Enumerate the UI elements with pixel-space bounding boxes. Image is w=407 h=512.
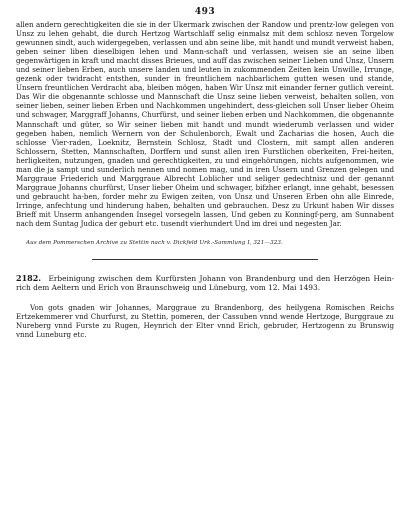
section-separator [92,259,319,260]
document-body: Von gots gnaden wir Johannes, Marggraue zu Brandenborg, des heilygena Romischen Reichs Ertzekemmerer vnd Churfurst, zu Stettin, pomeren, der Cassuben vnnd wende Hertzoge, Burggraue zu Nureberg vnnd Furste zu Rugen, Heynrich der Elter vnnd Erich, gebruder, Hertzogenn zu Brunswig vnnd Luneburg etc. [16,302,394,340]
page-number: 493 [194,7,216,17]
document-number: 2182. [16,273,42,284]
source-note: Aus dem Pommerschen Archive zu Stettin nach v. Dickfeld Urk.-Sammlung I, 321—323. [26,240,283,247]
document-page [16,6,394,506]
document-title: Erbeinigung zwischen dem Kurfürsten Johann von Brandenburg und den Herzögen Hein-rich dem Aeltern und Erich von Braunschweig und Lüneburg, vom 12. Mai 1493. [16,274,394,293]
document-heading [16,274,394,293]
body-paragraph: allen andern gerechtigkeiten die sie in der Ukermark zwischen der Randow und prentz-low gelegen von Unsz zu lehen gehabt, die durch Hertzog Wartschlaff selig einmalsz mit dem schlosz neven Torgelow gewunnen sindt, auch widergegeben, verlassen und abn seine libe, mit handt und mundt verweist haben, geben seiner liben dieselbigen lehen und Mann-schaft und verlassen, weisen sie an seine liben gegenwärtigen in kraft und macht disses Brieues, und auff das zwischen seiner Lieben und Unsz, Unsern und seiner lieben Erben, auch unsere landen und leuten in zukommenden Zeiten kein Unwille, Irrunge, gezenk oder twidracht entsthen, sunder in freuntlichem nachbarlichem gutten wesen und stande, Unsern freuntlichen Verdracht aba, bleiben mögen, haben Wir Unsz mit einander ferner gutlich vereint. Das Wir die obgenannte schlosse und Mannschaft die Unsz seine lieben verweist, behalten sollen, von seiner lieben, seiner lieben Erben und Nachkommen ungehindert, dess-gleichen soll Unser lieber Oheim und schwager, Marggraff Johanns, Churfürst, und seiner lieben erben und Nachkommen, die obgenannte Mannschaft und güter, so Wir seiner lieben mit handt und mundt wiederumb verlassen und wider gegeben haben, nemlich Wernern von der Schulenborch, Ewalt und Zacharias die hosen, Auch die schlosse Vier-raden, Loeknitz, Bernstein Schlosz, Stadt und Clostern, mit sampt allen anderen Schlossern, Stetten, Mannschaften, Dorffern und sunst allen iren Furstlichen oberkeiten, Frei-heiten, herligkeiten, nutzungen, gnaden und gerechtigkeiten, zu und eingehörungen, nichts aufgenommen, wie man die ja sampt und sunderlich nennen und nomen mag, und in iren Ussern und Grenzen gelegen und Marggraue Friederich und Marggraue Albrecht Loblicher und seliger gedechtnisz und der genannt Marggraue Johanns churfürst, Unser lieber Oheim und schwager, bifzher erlangt, inne gehabt, besessen und gebraucht ha-ben, forder mehr zu Ewigen zeiten, von Unsz und Unseren Erben ohn alle Einrede, Irringe, anfechtung und hinderung haben, behalten und gebrauchen. Desz zu Urkunt haben Wir disses Brieff mit Unserm anhangenden Insegel vorsegeln lassen, Und geben zu Konningf-perg, am Sunnabent nach dem Suntag Judica der geburt etc. tusendt vierhundert Und im drei und negesten Jar. [16,20,394,229]
